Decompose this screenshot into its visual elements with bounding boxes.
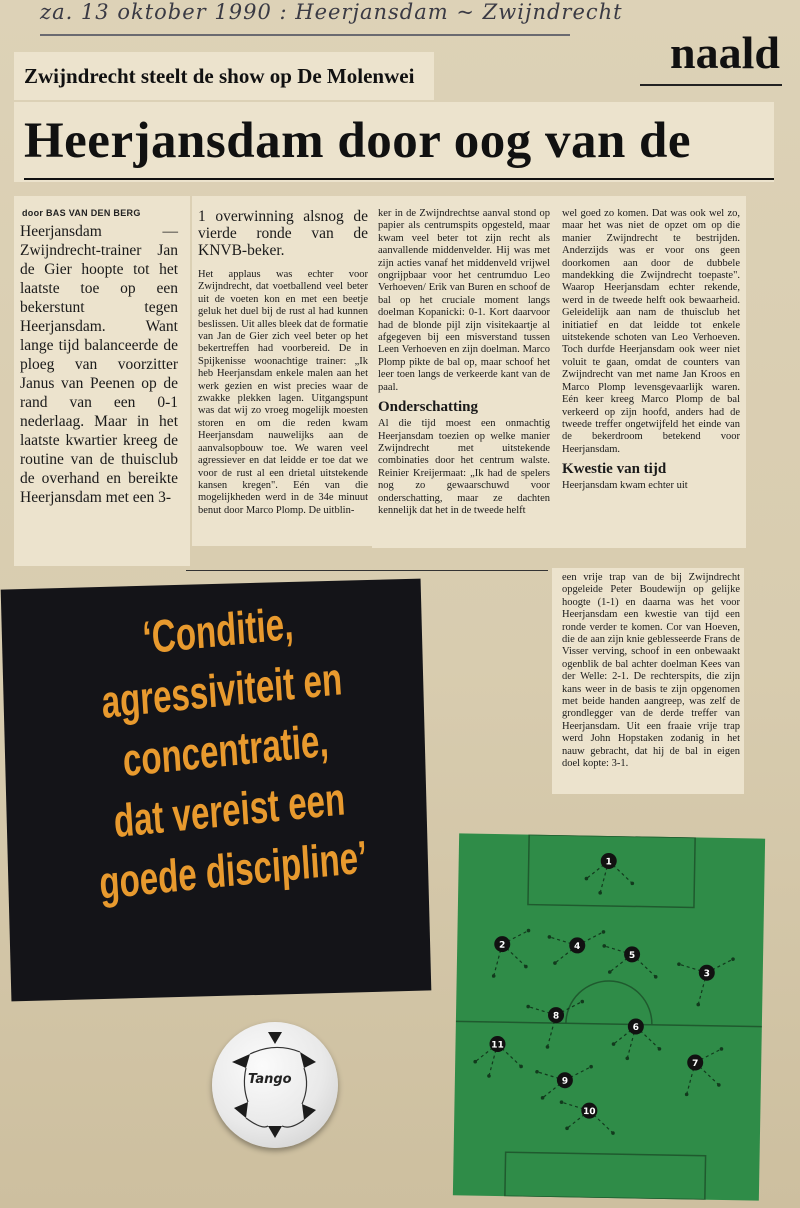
- player-number: 6: [632, 1022, 640, 1034]
- arrow-head: [535, 1070, 539, 1074]
- arrow-head: [492, 974, 496, 978]
- arrow-head: [677, 962, 681, 966]
- byline: door BAS VAN DEN BERG: [22, 208, 141, 218]
- arrow-head: [602, 944, 606, 948]
- column-3-text-2: Al die tijd moest een onmachtig Heerjansdam toezien op welke manier Zwijndrecht met uitstekende combinaties door het centrum walste. Reinier Kreijermaat: „Ik had de spelers nog zo gewaarschuwd voor onderschatting, maar ze dachten kennelijk dat het in de tweede helft: [378, 418, 550, 516]
- strapline: Zwijndrecht steelt de show op De Molenwei: [24, 64, 415, 88]
- arrow-head: [598, 891, 602, 895]
- article-column-3: [378, 208, 550, 517]
- arrow-head: [548, 935, 552, 939]
- headline-fragment: [630, 22, 790, 92]
- note-sep: :: [279, 0, 288, 24]
- pitch-markings: [453, 833, 765, 1200]
- note-sep2: ~: [456, 0, 475, 24]
- note-date: za. 13 oktober 1990: [40, 0, 272, 24]
- halfway-line: [456, 1021, 762, 1026]
- player-number: 7: [691, 1058, 699, 1070]
- center-circle: [566, 980, 653, 1024]
- bottom-penalty-area: [505, 1152, 706, 1199]
- article-column-5: [562, 572, 740, 771]
- movement-arrows: [472, 859, 736, 1137]
- headline: Heerjansdam door oog van de: [24, 113, 692, 169]
- handwritten-date-note: [40, 0, 623, 36]
- pull-quote: [29, 582, 421, 918]
- lead-continuation: 1 overwinning alsnog de vierde ronde van de KNVB-beker.: [198, 208, 368, 259]
- top-penalty-area: [528, 835, 695, 908]
- subheading-kwestie-van-tijd: Kwestie van tijd: [562, 461, 667, 478]
- arrow-head: [527, 929, 531, 933]
- article-column-2: [198, 208, 368, 517]
- pull-quote-box: [1, 579, 432, 1002]
- arrow-head: [487, 1074, 491, 1078]
- column-4-text-2: Heerjansdam kwam echter uit: [562, 480, 688, 492]
- column-5-text: een vrije trap van de bij Zwijndrecht opgeleide Peter Boudewijn op gelijke hoogte (1-1) en daarna was het voor Heerjansdam een kwestie van tijd een ronde verder te komen. Cor van Hoeven, die de aan zijn knie geblesseerde Frans de Visser verving, schoof in een onbewaakt ogenblik de bal achter doelman Kees van der Welle: 2-1. De rechterspits, die zijn kans weer in de basis te zijn opgenomen met beide handen aangreep, was zelf de grondlegger van de derde treffer van Heerjansdam. Uit een fraaie vrije trap werd John Hopstaken zodanig in het nauw gebracht, dat hij de bal in eigen doel kopte: 3-1.: [562, 572, 740, 770]
- arrow-head: [526, 1005, 530, 1009]
- arrow-head: [560, 1100, 564, 1104]
- arrow-head: [625, 1056, 629, 1060]
- strapline-clipping: [14, 52, 434, 100]
- arrow-head: [589, 1065, 593, 1069]
- arrow-head: [696, 1003, 700, 1007]
- quote-line: dat vereist een: [112, 772, 347, 848]
- ball-brand: Tango: [248, 1072, 292, 1087]
- arrow-head: [546, 1045, 550, 1049]
- player-number: 5: [628, 950, 636, 961]
- football-image: [212, 1022, 338, 1148]
- arrow-head: [731, 957, 735, 961]
- player-number: 4: [573, 941, 581, 952]
- arrow-head: [685, 1093, 689, 1097]
- quote-line: concentratie,: [121, 713, 330, 787]
- quote-line: agressiviteit en: [99, 652, 344, 728]
- quote-line: goede discipline’: [97, 830, 369, 909]
- player-number: 2: [499, 940, 506, 951]
- column-4-text: wel goed zo komen. Dat was ook wel zo, maar het was niet de opzet om op die manier Zwijndrecht te bestrijden. Anderzijds was er voor ons geen doorkomen aan door de dubbele mandekking die Zwijndrecht toepaste". Waarop Heerjansdam echter rekende, werd in de tweede helft ook bewaarheid. Geleidelijk aan nam de thuisclub het initiatief en dat leidde tot enkele uitstekende schoten van Leo Verhoeven. Toch durfde Heerjansdam ook weer niet voluit te gaan, omdat de counters van Zwijndrecht van met name Jan Kroos en Marco Plomp levensgevaarlijk waren. Eén keer kreeg Marco Plomp de bal verkeerd op zijn hoofd, anders had de tweede treffer ongetwijfeld het einde van de bekerdroom betekend voor Heerjansdam.: [562, 208, 740, 455]
- player-number: 10: [582, 1107, 596, 1118]
- arrow-head: [602, 930, 606, 934]
- column-2-text: Het applaus was echter voor Zwijndrecht, dat voetballend veel beter uit de voeten kon en met een beetje geluk het duel bij de rust al had kunnen beslissen. Uit alles bleek dat de formatie van Jan de Gier zich veel beter op het bekertreffen had voorbereid. De in Spijkenisse woonachtige trainer: „Ik heb Heerjansdam enkele malen aan het werk gezien en wist precies waar de zwakke plekken lagen. Uitgangspunt was dat wij zo vroeg mogelijk moesten storen en om die reden kwam Heerjansdam nauwelijks aan de aanvalsopbouw toe. We waren veel agressiever en dat leidde er toe dat we voor de rust al een drietal uitstekende kansen kregen". Eén van die mogelijkheden werd in de 34e minuut benut door Marco Plomp. De uitblin-: [198, 269, 368, 516]
- arrow-head: [580, 1000, 584, 1004]
- player-number: 11: [491, 1040, 504, 1051]
- player-number: 1: [605, 857, 612, 868]
- formation-diagram: [453, 833, 765, 1200]
- note-away-team: Zwijndrecht: [482, 0, 623, 24]
- pitch-svg: [453, 833, 765, 1200]
- quote-line: ‘Conditie,: [141, 596, 295, 664]
- players-layer: [488, 851, 717, 1121]
- player-number: 8: [552, 1011, 560, 1022]
- column-3-text: ker in de Zwijndrechtse aanval stond op papier als centrumspits opgesteld, maar kwam veel beter tot zijn recht als aanvallende middenvelder. Hij was met zijn acties vanaf het middenveld vrijwel ongrijpbaar voor het centrumduo Leo Verhoeven/ Erik van Buren en schoof de bal op het cruciale moment langs doelman Kopanicki: 0-1. Kort daarvoor had de blonde pijl zijn visitekaartje al afgegeven bij een misverstand tussen Leen Verhoeven en zijn doelman. Marco Plomp pikte de bal op, maar schoof het leer toen langs de verkeerde kant van de paal.: [378, 208, 550, 393]
- arrow-head: [720, 1047, 724, 1051]
- player-number: 3: [703, 969, 710, 980]
- player-number: 9: [561, 1076, 569, 1087]
- headline-clipping: [14, 102, 774, 182]
- lead-paragraph: Heerjansdam — Zwijndrecht-trainer Jan de Gier hoopte tot het laatste toe op een bekerstunt tegen Heerjansdam. Want lange tijd balanceerde de ploeg van voorzitter Janus van Peenen op de rand van een 0-1 nederlaag. Maar in het laatste kwartier kreeg de routine van de thuisclub de overhand en bereikte Heerjansdam met een 3-: [20, 223, 178, 506]
- headline-fragment-text: naald: [670, 27, 780, 78]
- note-home-team: Heerjansdam: [295, 0, 449, 24]
- subheading-onderschatting: Onderschatting: [378, 399, 479, 416]
- column-divider-rule: [186, 570, 548, 571]
- article-column-4: [562, 208, 740, 493]
